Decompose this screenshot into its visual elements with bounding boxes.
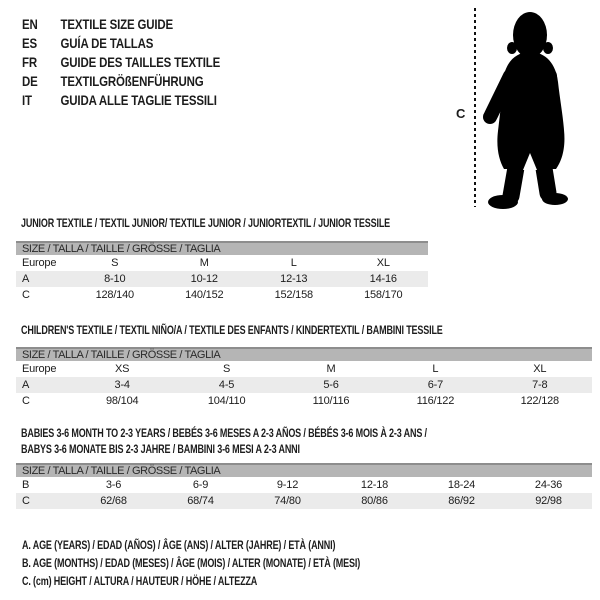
language-title: TEXTILE SIZE GUIDE (60, 16, 174, 32)
language-code: IT (22, 92, 32, 108)
table-row (16, 287, 428, 303)
language-code: ES (22, 35, 37, 51)
table-cell: S (111, 257, 119, 269)
table-cell: 80/86 (331, 493, 418, 509)
language-row (22, 72, 220, 91)
footnotes (22, 536, 473, 590)
row-label: C (22, 395, 30, 407)
language-code: DE (22, 73, 38, 89)
table-row (16, 361, 592, 377)
table-cell: 92/98 (505, 493, 592, 509)
table-cell: 10-12 (160, 271, 250, 287)
table-cell: 128/140 (95, 289, 134, 301)
table-row (16, 255, 428, 271)
row-label: A (16, 377, 70, 393)
table-cell: 98/104 (105, 395, 139, 407)
language-code: EN (22, 16, 38, 32)
language-row (22, 91, 220, 110)
table-cell: 5-6 (279, 377, 383, 393)
language-title: GUIDA ALLE TAGLIE TESSILI (60, 92, 217, 108)
table-cell: 68/74 (157, 493, 244, 509)
language-title: GUIDE DES TAILLES TEXTILE (60, 54, 221, 70)
row-label: Europe (22, 257, 57, 269)
table-cell: 6-9 (192, 479, 209, 491)
table-cell: 12-18 (360, 479, 389, 491)
table-size-header: SIZE / TALLA / TAILLE / GRÖSSE / TAGLIA (16, 242, 428, 255)
table-cell: 14-16 (339, 271, 429, 287)
section-title-babies (21, 425, 427, 457)
footnote-c: C. (cm) HEIGHT / ALTURA / HAUTEUR / HÖHE / ALTEZZA (22, 574, 258, 588)
table-size-header-row (16, 242, 428, 255)
table-cell: 74/80 (244, 493, 331, 509)
footnote-b: B. AGE (MONTHS) / EDAD (MESES) / ÂGE (MOIS) / ALTER (MONATE) / ETÀ (MESI) (22, 556, 361, 570)
table-cell: 8-10 (70, 271, 160, 287)
table-cell: 140/152 (185, 289, 224, 301)
table-size-header: SIZE / TALLA / TAILLE / GRÖSSE / TAGLIA (16, 348, 592, 361)
table-size-header: SIZE / TALLA / TAILLE / GRÖSSE / TAGLIA (16, 464, 592, 477)
row-label: B (22, 479, 30, 491)
table-cell: 110/116 (312, 395, 350, 407)
table-cell: 18-24 (447, 479, 476, 491)
language-code: FR (22, 54, 37, 70)
table-cell: 104/110 (207, 395, 246, 407)
table-cell: 3-4 (70, 377, 174, 393)
table-cell: XS (115, 363, 130, 375)
babies-size-table (16, 463, 592, 509)
table-cell: XL (376, 257, 390, 269)
table-row (16, 493, 592, 509)
section-title-line: BABYS 3-6 MONATE BIS 2-3 JAHRE / BAMBINI 3-6 MESI A 2-3 ANNI (21, 442, 300, 456)
language-title: GUÍA DE TALLAS (60, 35, 154, 51)
height-measure-dashed-line (474, 8, 476, 207)
table-size-header-row (16, 464, 592, 477)
table-cell: 6-7 (383, 377, 487, 393)
section-title-children: CHILDREN'S TEXTILE / TEXTIL NIÑO/A / TEXTILE DES ENFANTS / KINDERTEXTIL / BAMBINI TESSILE (21, 323, 443, 337)
table-cell: 152/158 (274, 289, 313, 301)
table-cell: 116/122 (416, 395, 455, 407)
table-cell: 24-36 (534, 479, 563, 491)
language-row (22, 15, 220, 34)
language-title: TEXTILGRÖßENFÜHRUNG (60, 73, 204, 89)
section-title-junior: JUNIOR TEXTILE / TEXTIL JUNIOR/ TEXTILE JUNIOR / JUNIORTEXTIL / JUNIOR TESSILE (21, 216, 391, 230)
children-size-table (16, 347, 592, 409)
table-cell: S (223, 363, 231, 375)
table-size-header-row (16, 348, 592, 361)
table-cell: 7-8 (488, 377, 592, 393)
table-cell: XL (533, 363, 547, 375)
table-row (16, 477, 592, 493)
table-cell: 12-13 (249, 271, 339, 287)
table-cell: M (199, 257, 209, 269)
table-row (16, 271, 428, 287)
table-cell: 86/92 (418, 493, 505, 509)
table-row (16, 377, 592, 393)
junior-size-table (16, 241, 428, 303)
table-cell: 3-6 (105, 479, 122, 491)
table-row (16, 393, 592, 409)
table-cell: 9-12 (276, 479, 299, 491)
table-cell: 62/68 (70, 493, 157, 509)
row-label: Europe (22, 363, 57, 375)
language-row (22, 53, 220, 72)
language-row (22, 34, 220, 53)
language-header (22, 15, 220, 110)
table-cell: 4-5 (174, 377, 278, 393)
row-label: A (16, 271, 70, 287)
row-label: C (16, 493, 70, 509)
toddler-silhouette-icon (478, 4, 598, 214)
section-title-line: BABIES 3-6 MONTH TO 2-3 YEARS / BEBÉS 3-6 MESES A 2-3 AÑOS / BÉBÉS 3-6 MOIS À 2-3 ANS / (21, 426, 427, 440)
table-cell: L (432, 363, 439, 375)
table-cell: 158/170 (364, 289, 403, 301)
table-cell: L (290, 257, 297, 269)
table-cell: M (326, 363, 336, 375)
table-cell: 122/128 (520, 395, 559, 407)
height-measure-label: C (456, 106, 466, 121)
row-label: C (22, 289, 30, 301)
footnote-a: A. AGE (YEARS) / EDAD (AÑOS) / ÂGE (ANS) / ALTER (JAHRE) / ETÀ (ANNI) (22, 538, 336, 552)
